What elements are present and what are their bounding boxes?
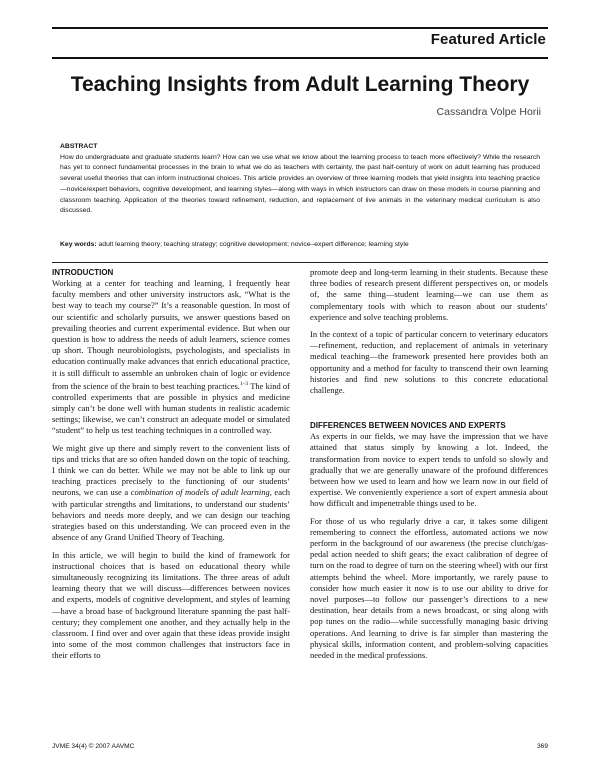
page-number: 369 (536, 743, 548, 750)
abstract-heading: ABSTRACT (60, 143, 98, 150)
keywords-line (60, 240, 540, 250)
intro-paragraph-1 (52, 278, 290, 437)
intro-p2-text-a: We might give up there and simply revert to the convenient lists of tips and tricks that are so often handed down on the topic of teaching. I think we can do better. While we may not be able to link up our teaching practices precisely to the functioning of our students’ neurons, we can use a (52, 442, 290, 498)
novice-paragraph-1: As experts in our fields, we may have the impression that we have attained that status simply by knowing a lot. Indeed, the transformation from novice to expert tends to unfold so slowly and gradually that we are generally unaware of the profound differences between how we used to learn and how we learn now in our field of expertise. We conveniently experience a sort of expert amnesia about how difficult and impenetrable things used to be. (310, 431, 548, 509)
intro-paragraph-3: In this article, we will begin to build the kind of framework for instructional choices that is based on educational theory while simultaneously recognizing its limitations. The three areas of adult learning theory that we will discuss—differences between novices and experts, models of cognitive development, and styles of learning—have a broad base of background literature spanning the past half-century; they complement one another, and they actually help in the classroom. I find over and over again that these ideas provide insight into some of the most common challenges that instructors face in their efforts to (52, 549, 290, 661)
abstract-text: How do undergraduate and graduate students learn? How can we use what we know about the learning process to teach more effectively? While the research has yet to connect fundamental processes in the brain to what we do as teachers with certainty, the past half-century of work on adult learning has produced several useful theories that can inform instructional choices. This article provides an overview of three learning models that yield insights into teaching practice—novice/expert behaviors, cognitive development, and learning styles—along with ways in which instructors can draw on these models in course planning and classroom teaching. Application of the theories toward refinement, reduction, and replacement of live animals in the veterinary medical curriculum is also discussed. (60, 153, 540, 215)
abstract-divider (52, 262, 548, 263)
section-banner (52, 27, 548, 59)
citation-superscript: 1–3 (239, 380, 249, 387)
abstract-block (60, 142, 540, 217)
right-paragraph-2: In the context of a topic of particular concern to veterinary educators—refinement, reduction, and replacement of animals in veterinary medical teaching—the framework presented here provides both an opportunity and a method for faculty to transcend their own learning histories and find new solutions to this concrete educational challenge. (310, 329, 548, 396)
author-name: Cassandra Volpe Horii (436, 106, 541, 118)
right-column (310, 267, 548, 667)
section-heading-introduction: INTRODUCTION (52, 268, 114, 277)
novice-paragraph-2: For those of us who regularly drive a car, it takes some diligent remembering to connect the effortless, automated actions we now perform in the background of our awareness (the precise clutch/gas-pedal action needed to shift gears; the exact calibration of degree of turn on the road to degree of turn on the steering wheel) with our first attempts behind the wheel. More importantly, we rarely pause to consider how much easier it now is to use our ability to drive for novel purposes—to follow our passenger’s directions to a new destination, hear details from a news broadcast, or sing along with pop tunes on the radio—while successfully managing basic driving operations. And learning to drive is far simpler than mastering the physical skills, information content, and problem-solving capacities needed in the medical professions. (310, 515, 548, 661)
section-heading-novices-experts: DIFFERENCES BETWEEN NOVICES AND EXPERTS (310, 421, 506, 431)
left-column (52, 267, 290, 668)
article-title: Teaching Insights from Adult Learning Theory (70, 73, 530, 96)
keywords-text: adult learning theory; teaching strategy; cognitive development; novice–expert difference; learning style (98, 241, 409, 248)
intro-p1-tail: The kind of controlled experiments that are possible in physics and medicine simply can’t be done well with human students in realistic academic settings; likewise, we can’t construct an adequate model or simulated “student” to help us test teaching techniques in a controlled way. (52, 380, 290, 436)
intro-p2-text-b: , each with particular strengths and limitations, to understand our students’ behaviors and needs more deeply, and we can design our teaching strategies based on this understanding. We can proceed even in the absence of any Grand Unified Theory of Teaching. (52, 487, 290, 543)
intro-p2-emphasis: combination of models of adult learning (130, 487, 270, 498)
right-paragraph-1: promote deep and long-term learning in their students. Because these three bodies of research present different perspectives on, or models of, the same thing—student learning—we can use them as complementary tools with which to reason about our students’ experience and solve teaching problems. (310, 267, 548, 322)
journal-citation: JVME 34(4) © 2007 AAVMC (52, 743, 135, 750)
keywords-label: Key words: (60, 241, 97, 248)
intro-paragraph-2 (52, 443, 290, 544)
section-label: Featured Article (430, 31, 546, 48)
intro-p1-text: Working at a center for teaching and learning, I frequently hear faculty members and other university instructors ask, “What is the best way to teach my course?” It’s a reasonable question. In most of our scientific and scholarly pursuits, we answer questions based on prevailing theories and current experimental evidence. But when our question is how to address the needs of adult learners, science comes up short. Though neurobiologists, psychologists, and specialists in education continually make advances that enrich educational practice, it is still difficult to assemble an unbroken chain of logic or evidence from the science of the brain to best teaching practices. (52, 278, 290, 391)
